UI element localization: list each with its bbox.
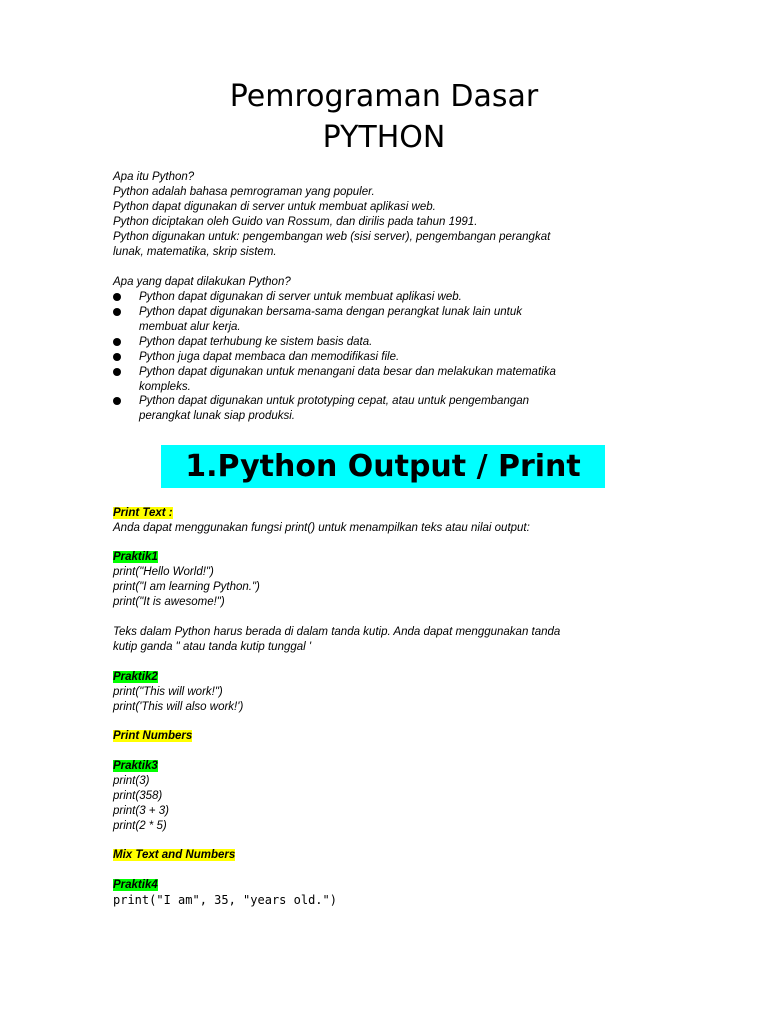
bullet-item: Python dapat digunakan di server untuk membuat aplikasi web. [139,291,462,303]
bullet-item: Python dapat terhubung ke sistem basis data. [139,336,373,348]
intro-line: Python adalah bahasa pemrograman yang populer. [113,186,375,198]
code-line: print("Hello World!") [113,566,214,578]
bullet-icon [113,338,121,346]
bullet-item-continuation: membuat alur kerja. [139,321,241,333]
bullet-icon [113,397,121,405]
code-line: print("This will work!") [113,686,223,698]
praktik1-label: Praktik1 [113,551,158,563]
bullet-icon [113,368,121,376]
bullet-icon [113,353,121,361]
praktik4-label: Praktik4 [113,879,158,891]
mix-text-numbers-label: Mix Text and Numbers [113,849,236,861]
bullet-item-continuation: perangkat lunak siap produksi. [139,410,295,422]
capabilities-question: Apa yang dapat dilakukan Python? [113,276,291,288]
bullet-item: Python dapat digunakan untuk prototyping cepat, atau untuk pengembangan [139,395,530,407]
code-line: print(3 + 3) [113,805,169,817]
document-title-line1: Pemrograman Dasar [229,79,539,114]
bullet-item: Python juga dapat membaca dan memodifikasi file. [139,351,400,363]
bullet-icon [113,293,121,301]
code-line: print(2 * 5) [113,820,167,832]
bullet-icon [113,308,121,316]
print-numbers-label: Print Numbers [113,730,193,742]
quote-note: Teks dalam Python harus berada di dalam tanda kutip. Anda dapat menggunakan tanda [113,626,561,638]
print-text-description: Anda dapat menggunakan fungsi print() untuk menampilkan teks atau nilai output: [113,522,530,534]
code-line: print('This will also work!') [113,701,244,713]
print-text-label: Print Text : [113,507,173,519]
praktik2-label: Praktik2 [113,671,158,683]
praktik3-label: Praktik3 [113,760,158,772]
section-heading: 1.Python Output / Print [161,445,605,488]
code-line: print("I am learning Python.") [113,581,260,593]
intro-line: Python digunakan untuk: pengembangan web (sisi server), pengembangan perangkat [113,231,551,243]
intro-question: Apa itu Python? [113,171,195,183]
intro-line: Python diciptakan oleh Guido van Rossum, dan dirilis pada tahun 1991. [113,216,478,228]
code-line: print("It is awesome!") [113,596,225,608]
code-line: print(3) [113,775,150,787]
intro-line: Python dapat digunakan di server untuk membuat aplikasi web. [113,201,436,213]
bullet-item: Python dapat digunakan bersama-sama dengan perangkat lunak lain untuk [139,306,522,318]
code-line: print("I am", 35, "years old.") [113,893,337,907]
quote-note: kutip ganda " atau tanda kutip tunggal ' [113,641,312,653]
bullet-item: Python dapat digunakan untuk menangani data besar dan melakukan matematika [139,366,556,378]
document-title-line2: PYTHON [322,120,446,155]
intro-line: lunak, matematika, skrip sistem. [113,246,277,258]
code-line: print(358) [113,790,163,802]
bullet-item-continuation: kompleks. [139,381,191,393]
